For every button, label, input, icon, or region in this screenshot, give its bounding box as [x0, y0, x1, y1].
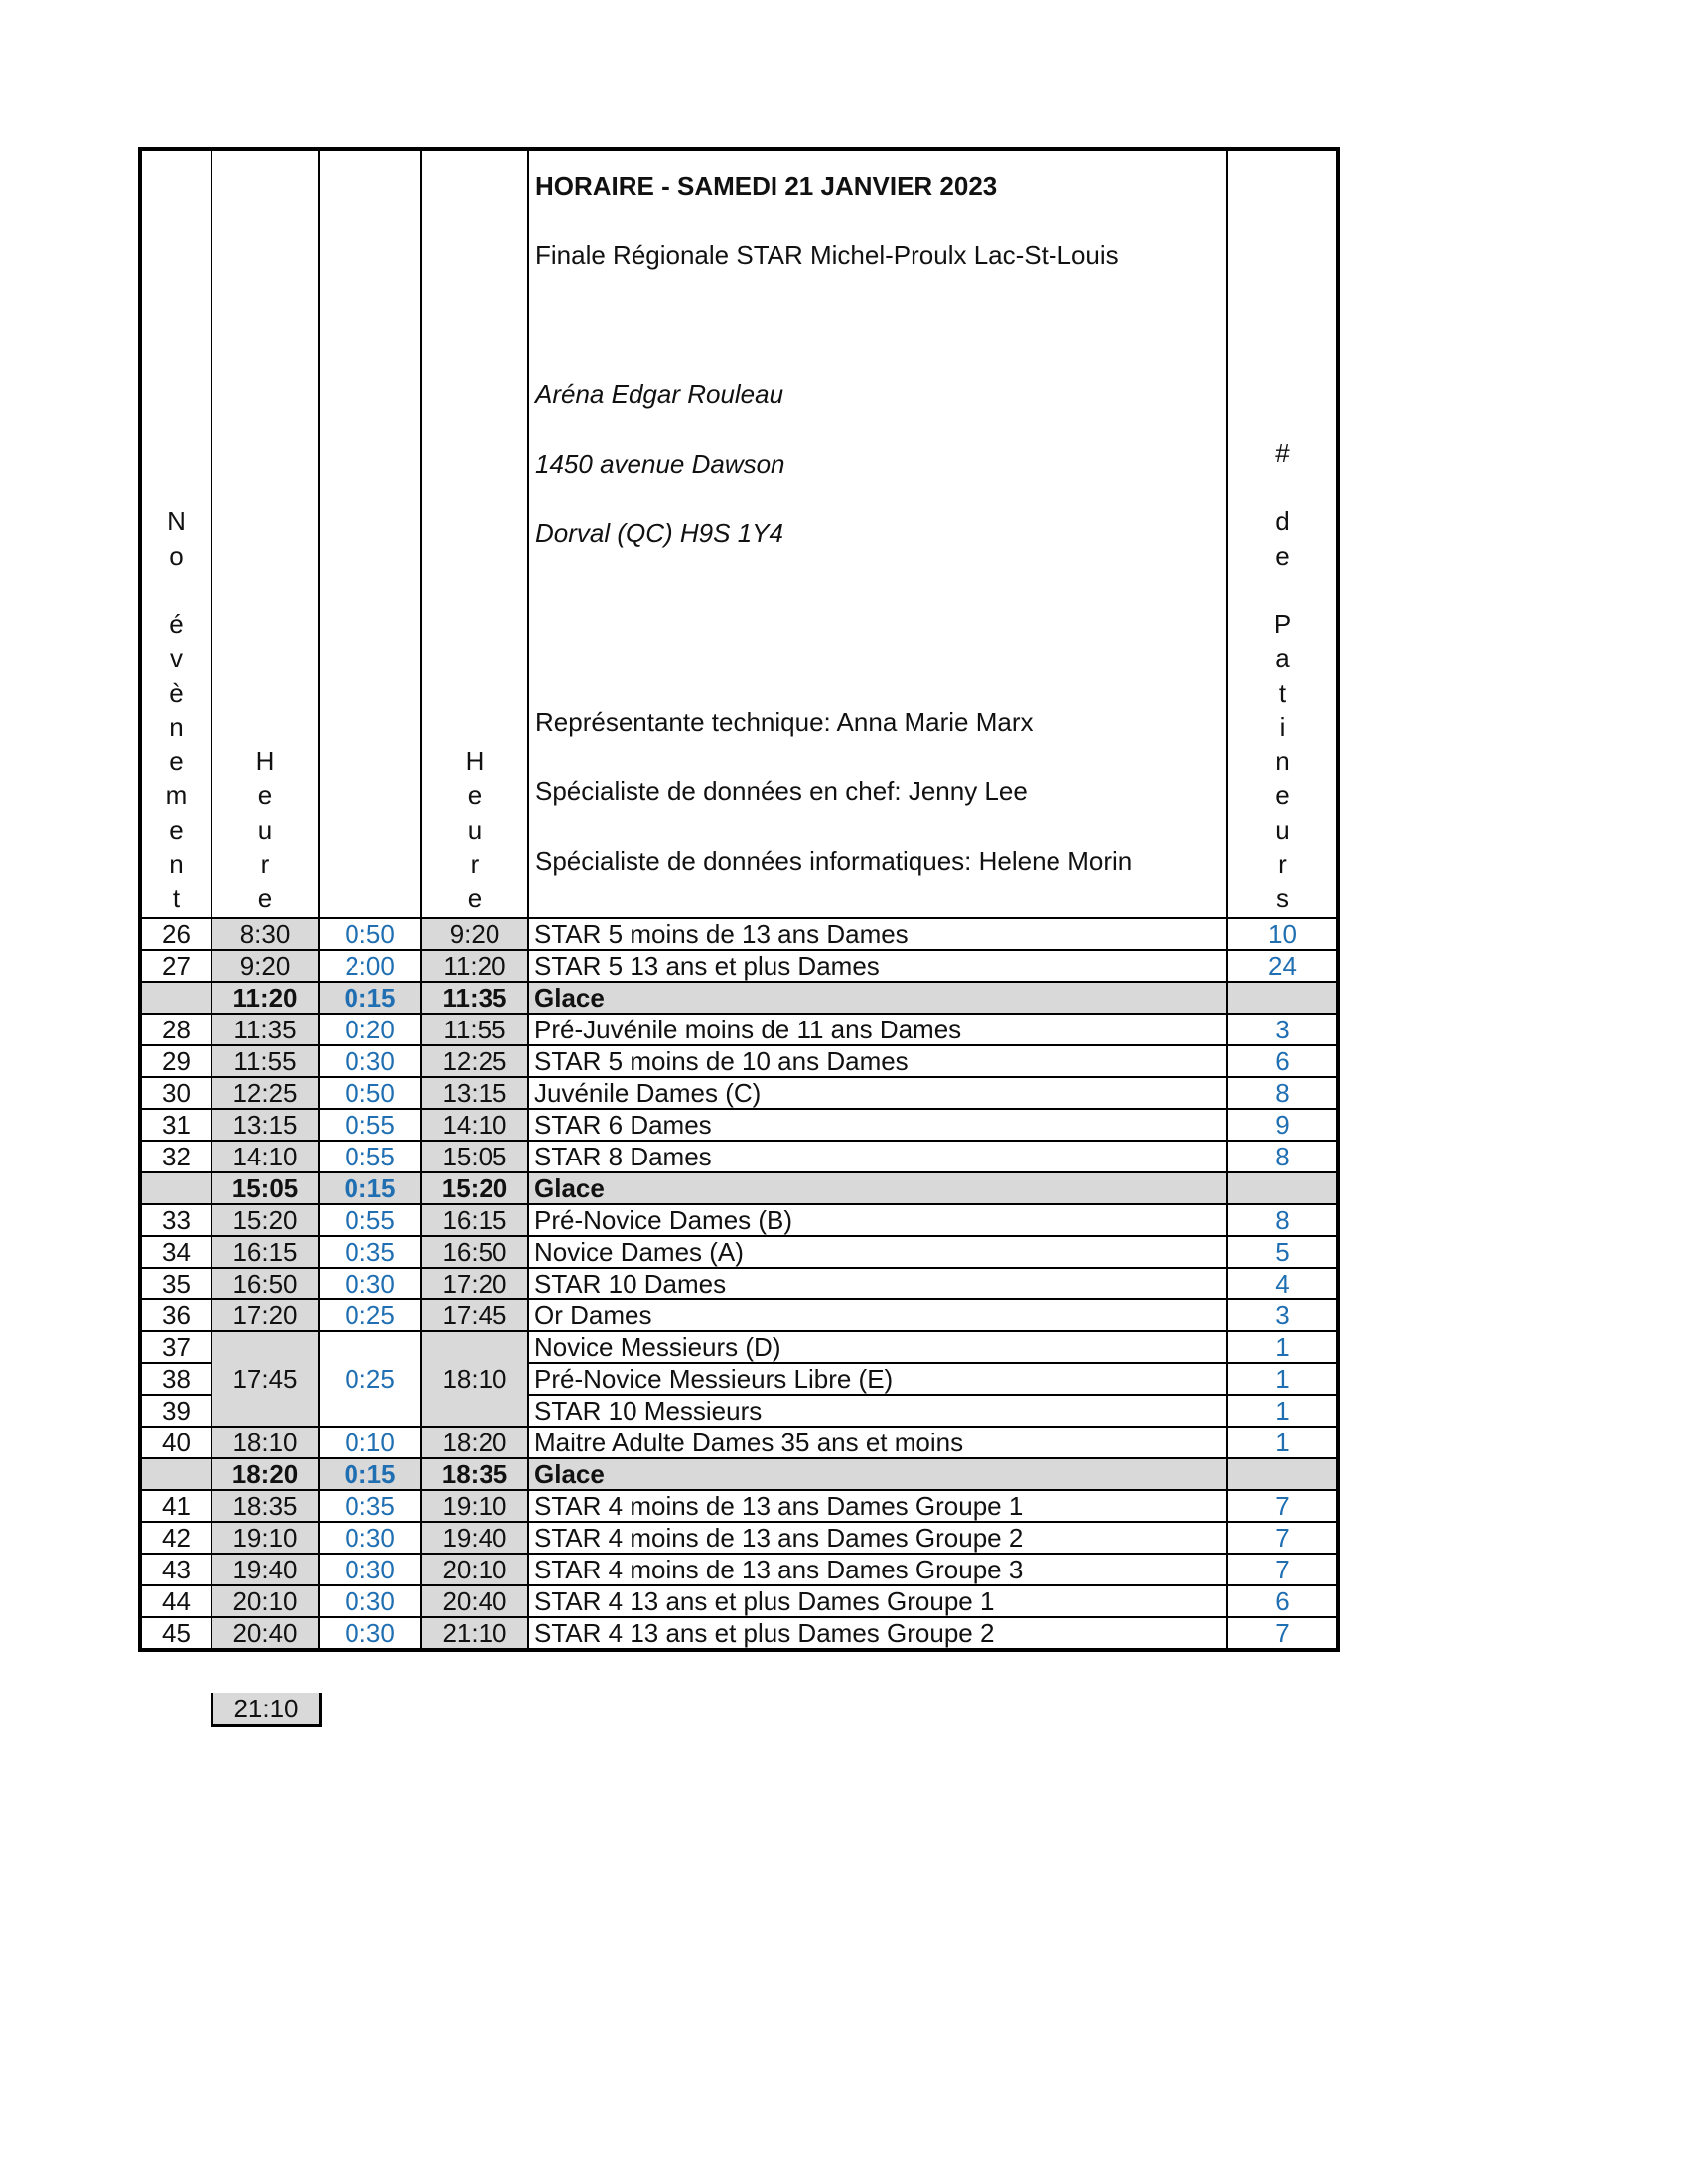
start-time: 15:05	[211, 1172, 319, 1204]
end-time: 11:55	[421, 1014, 528, 1045]
event-description: Glace	[528, 982, 1227, 1014]
event-description: Novice Messieurs (D)	[528, 1331, 1227, 1363]
vertical-label-count	[1228, 149, 1336, 917]
end-time: 19:40	[421, 1522, 528, 1554]
event-description: Maitre Adulte Dames 35 ans et moins	[528, 1427, 1227, 1458]
event-number: 44	[140, 1585, 211, 1617]
skater-count	[1227, 1458, 1338, 1490]
start-time: 19:10	[211, 1522, 319, 1554]
duration: 0:55	[319, 1204, 421, 1236]
duration: 0:30	[319, 1045, 421, 1077]
event-number: 28	[140, 1014, 211, 1045]
table-row	[140, 1014, 1338, 1045]
event-number: 38	[140, 1363, 211, 1395]
venue-city: Dorval (QC) H9S 1Y4	[535, 518, 783, 548]
start-time: 11:35	[211, 1014, 319, 1045]
duration: 2:00	[319, 950, 421, 982]
vertical-label-end	[422, 149, 527, 917]
ice-resurfacing-row	[140, 1458, 1338, 1490]
vertical-letter: H	[255, 746, 275, 776]
header-event-number	[140, 149, 211, 918]
vertical-letter: P	[1273, 609, 1292, 639]
start-time: 20:10	[211, 1585, 319, 1617]
vertical-letter: i	[1279, 712, 1286, 742]
duration: 0:50	[319, 1077, 421, 1109]
start-time: 17:20	[211, 1299, 319, 1331]
event-description: STAR 8 Dames	[528, 1141, 1227, 1172]
start-time: 13:15	[211, 1109, 319, 1141]
skater-count	[1227, 1172, 1338, 1204]
header-info	[528, 149, 1227, 918]
vertical-letter: e	[1275, 540, 1290, 571]
start-time: 17:45	[211, 1331, 319, 1427]
vertical-letter: u	[257, 814, 273, 845]
event-number: 43	[140, 1554, 211, 1585]
event-number: 42	[140, 1522, 211, 1554]
start-time: 18:35	[211, 1490, 319, 1522]
event-name: Finale Régionale STAR Michel-Proulx Lac-St-Louis	[535, 240, 1119, 270]
table-row	[140, 1045, 1338, 1077]
end-time: 12:25	[421, 1045, 528, 1077]
start-time: 18:10	[211, 1427, 319, 1458]
skater-count: 10	[1227, 918, 1338, 950]
skater-count: 7	[1227, 1617, 1338, 1650]
event-description: Juvénile Dames (C)	[528, 1077, 1227, 1109]
event-number: 29	[140, 1045, 211, 1077]
table-row	[140, 1427, 1338, 1458]
end-time: 14:10	[421, 1109, 528, 1141]
event-number: 45	[140, 1617, 211, 1650]
event-description: STAR 6 Dames	[528, 1109, 1227, 1141]
skater-count: 1	[1227, 1427, 1338, 1458]
duration: 0:30	[319, 1268, 421, 1299]
table-row	[140, 1109, 1338, 1141]
vertical-letter: u	[467, 814, 483, 845]
duration: 0:35	[319, 1236, 421, 1268]
vertical-label-start	[212, 149, 318, 917]
vertical-letter: r	[260, 849, 270, 879]
end-time: 11:35	[421, 982, 528, 1014]
vertical-letter: N	[167, 506, 186, 536]
table-row	[140, 1077, 1338, 1109]
table-row	[140, 918, 1338, 950]
end-time: 21:10	[421, 1617, 528, 1650]
schedule-title: HORAIRE - SAMEDI 21 JANVIER 2023	[535, 171, 998, 201]
end-time: 18:10	[421, 1331, 528, 1427]
table-row	[140, 1522, 1338, 1554]
technical-representative: Représentante technique: Anna Marie Marx	[535, 707, 1034, 737]
vertical-letter: t	[1278, 677, 1287, 708]
schedule-table	[138, 147, 1340, 1652]
skater-count: 1	[1227, 1331, 1338, 1363]
vertical-letter: é	[169, 609, 184, 639]
end-time: 18:35	[421, 1458, 528, 1490]
duration: 0:20	[319, 1014, 421, 1045]
table-row	[140, 1268, 1338, 1299]
start-time: 11:55	[211, 1045, 319, 1077]
event-number	[140, 982, 211, 1014]
venue-address: 1450 avenue Dawson	[535, 449, 785, 478]
skater-count: 9	[1227, 1109, 1338, 1141]
table-row	[140, 1585, 1338, 1617]
event-description: STAR 10 Dames	[528, 1268, 1227, 1299]
table-row	[140, 1299, 1338, 1331]
skater-count: 5	[1227, 1236, 1338, 1268]
table-row	[140, 1490, 1338, 1522]
start-time: 14:10	[211, 1141, 319, 1172]
table-row	[140, 950, 1338, 982]
vertical-letter: e	[467, 780, 483, 810]
event-description: STAR 4 moins de 13 ans Dames Groupe 2	[528, 1522, 1227, 1554]
event-description: STAR 4 moins de 13 ans Dames Groupe 3	[528, 1554, 1227, 1585]
event-description: Glace	[528, 1172, 1227, 1204]
vertical-letter: s	[1276, 883, 1289, 913]
end-time: 16:50	[421, 1236, 528, 1268]
vertical-letter: e	[169, 814, 184, 845]
vertical-letter: n	[169, 712, 184, 742]
skater-count: 7	[1227, 1522, 1338, 1554]
skater-count: 24	[1227, 950, 1338, 982]
start-time: 8:30	[211, 918, 319, 950]
duration: 0:15	[319, 982, 421, 1014]
skater-count: 7	[1227, 1490, 1338, 1522]
table-row	[140, 1617, 1338, 1650]
event-description: STAR 5 moins de 13 ans Dames	[528, 918, 1227, 950]
venue-name: Aréna Edgar Rouleau	[535, 379, 784, 409]
header-end-time	[421, 149, 528, 918]
duration: 0:30	[319, 1522, 421, 1554]
duration: 0:25	[319, 1331, 421, 1427]
data-specialist-it: Spécialiste de données informatiques: Helene Morin	[535, 846, 1133, 876]
event-number: 39	[140, 1395, 211, 1427]
duration: 0:55	[319, 1141, 421, 1172]
start-time: 20:40	[211, 1617, 319, 1650]
event-number: 36	[140, 1299, 211, 1331]
vertical-letter: o	[169, 540, 184, 571]
table-row	[140, 1554, 1338, 1585]
table-row	[140, 1141, 1338, 1172]
end-time: 15:05	[421, 1141, 528, 1172]
vertical-letter: m	[165, 780, 188, 810]
ice-resurfacing-row	[140, 982, 1338, 1014]
vertical-letter: e	[169, 746, 184, 776]
end-time: 9:20	[421, 918, 528, 950]
event-number: 40	[140, 1427, 211, 1458]
vertical-letter	[1279, 573, 1286, 608]
duration: 0:35	[319, 1490, 421, 1522]
vertical-letter: n	[1275, 746, 1290, 776]
duration: 0:15	[319, 1458, 421, 1490]
vertical-letter	[173, 573, 180, 608]
end-time: 11:20	[421, 950, 528, 982]
event-description: Or Dames	[528, 1299, 1227, 1331]
header-duration	[319, 149, 421, 918]
vertical-letter: n	[169, 849, 184, 879]
header-skater-count	[1227, 149, 1338, 918]
vertical-letter: u	[1275, 814, 1290, 845]
vertical-letter: e	[467, 883, 483, 913]
event-description: Pré-Novice Messieurs Libre (E)	[528, 1363, 1227, 1395]
event-description: STAR 4 moins de 13 ans Dames Groupe 1	[528, 1490, 1227, 1522]
vertical-letter: e	[1275, 780, 1290, 810]
skater-count: 8	[1227, 1141, 1338, 1172]
event-number	[140, 1172, 211, 1204]
vertical-label-no	[142, 149, 211, 917]
end-time: 17:20	[421, 1268, 528, 1299]
start-time: 11:20	[211, 982, 319, 1014]
end-time: 16:15	[421, 1204, 528, 1236]
duration: 0:55	[319, 1109, 421, 1141]
vertical-letter	[1279, 471, 1286, 505]
vertical-letter: a	[1275, 643, 1290, 673]
start-time: 16:50	[211, 1268, 319, 1299]
end-time: 20:40	[421, 1585, 528, 1617]
end-time: 17:45	[421, 1299, 528, 1331]
data-specialist-chief: Spécialiste de données en chef: Jenny Lee	[535, 776, 1028, 806]
skater-count: 8	[1227, 1204, 1338, 1236]
duration: 0:10	[319, 1427, 421, 1458]
vertical-letter: d	[1275, 506, 1290, 536]
end-time: 19:10	[421, 1490, 528, 1522]
start-time: 18:20	[211, 1458, 319, 1490]
end-time: 20:10	[421, 1554, 528, 1585]
header-row	[140, 149, 1338, 918]
event-description: Pré-Novice Dames (B)	[528, 1204, 1227, 1236]
start-time: 12:25	[211, 1077, 319, 1109]
vertical-letter: r	[1278, 849, 1287, 879]
ice-resurfacing-row	[140, 1172, 1338, 1204]
vertical-letter: v	[170, 643, 183, 673]
duration: 0:30	[319, 1585, 421, 1617]
event-description: STAR 4 13 ans et plus Dames Groupe 1	[528, 1585, 1227, 1617]
skater-count: 3	[1227, 1014, 1338, 1045]
skater-count: 1	[1227, 1395, 1338, 1427]
end-time: 13:15	[421, 1077, 528, 1109]
event-description: STAR 5 moins de 10 ans Dames	[528, 1045, 1227, 1077]
skater-count: 6	[1227, 1045, 1338, 1077]
skater-count: 4	[1227, 1268, 1338, 1299]
skater-count	[1227, 982, 1338, 1014]
event-number: 34	[140, 1236, 211, 1268]
final-end-time: 21:10	[211, 1693, 322, 1727]
duration: 0:50	[319, 918, 421, 950]
event-description: STAR 5 13 ans et plus Dames	[528, 950, 1227, 982]
vertical-letter: H	[465, 746, 485, 776]
vertical-letter: #	[1275, 438, 1290, 468]
event-number: 30	[140, 1077, 211, 1109]
event-number: 41	[140, 1490, 211, 1522]
skater-count: 8	[1227, 1077, 1338, 1109]
header-start-time	[211, 149, 319, 918]
skater-count: 3	[1227, 1299, 1338, 1331]
end-time: 15:20	[421, 1172, 528, 1204]
event-description: Pré-Juvénile moins de 11 ans Dames	[528, 1014, 1227, 1045]
start-time: 16:15	[211, 1236, 319, 1268]
start-time: 15:20	[211, 1204, 319, 1236]
table-row	[140, 1331, 1338, 1363]
table-row	[140, 1236, 1338, 1268]
event-number: 26	[140, 918, 211, 950]
event-number: 33	[140, 1204, 211, 1236]
event-description: STAR 10 Messieurs	[528, 1395, 1227, 1427]
end-time: 18:20	[421, 1427, 528, 1458]
event-description: STAR 4 13 ans et plus Dames Groupe 2	[528, 1617, 1227, 1650]
start-time: 19:40	[211, 1554, 319, 1585]
duration: 0:30	[319, 1617, 421, 1650]
skater-count: 1	[1227, 1363, 1338, 1395]
event-number: 31	[140, 1109, 211, 1141]
event-description: Glace	[528, 1458, 1227, 1490]
duration: 0:25	[319, 1299, 421, 1331]
duration: 0:15	[319, 1172, 421, 1204]
event-number: 37	[140, 1331, 211, 1363]
event-description: Novice Dames (A)	[528, 1236, 1227, 1268]
vertical-letter: t	[172, 883, 181, 913]
skater-count: 7	[1227, 1554, 1338, 1585]
event-number: 32	[140, 1141, 211, 1172]
vertical-letter: è	[169, 677, 184, 708]
vertical-letter: e	[257, 883, 273, 913]
duration: 0:30	[319, 1554, 421, 1585]
table-row	[140, 1204, 1338, 1236]
skater-count: 6	[1227, 1585, 1338, 1617]
event-number: 35	[140, 1268, 211, 1299]
event-number	[140, 1458, 211, 1490]
event-number: 27	[140, 950, 211, 982]
start-time: 9:20	[211, 950, 319, 982]
vertical-letter: e	[257, 780, 273, 810]
vertical-letter: r	[470, 849, 480, 879]
